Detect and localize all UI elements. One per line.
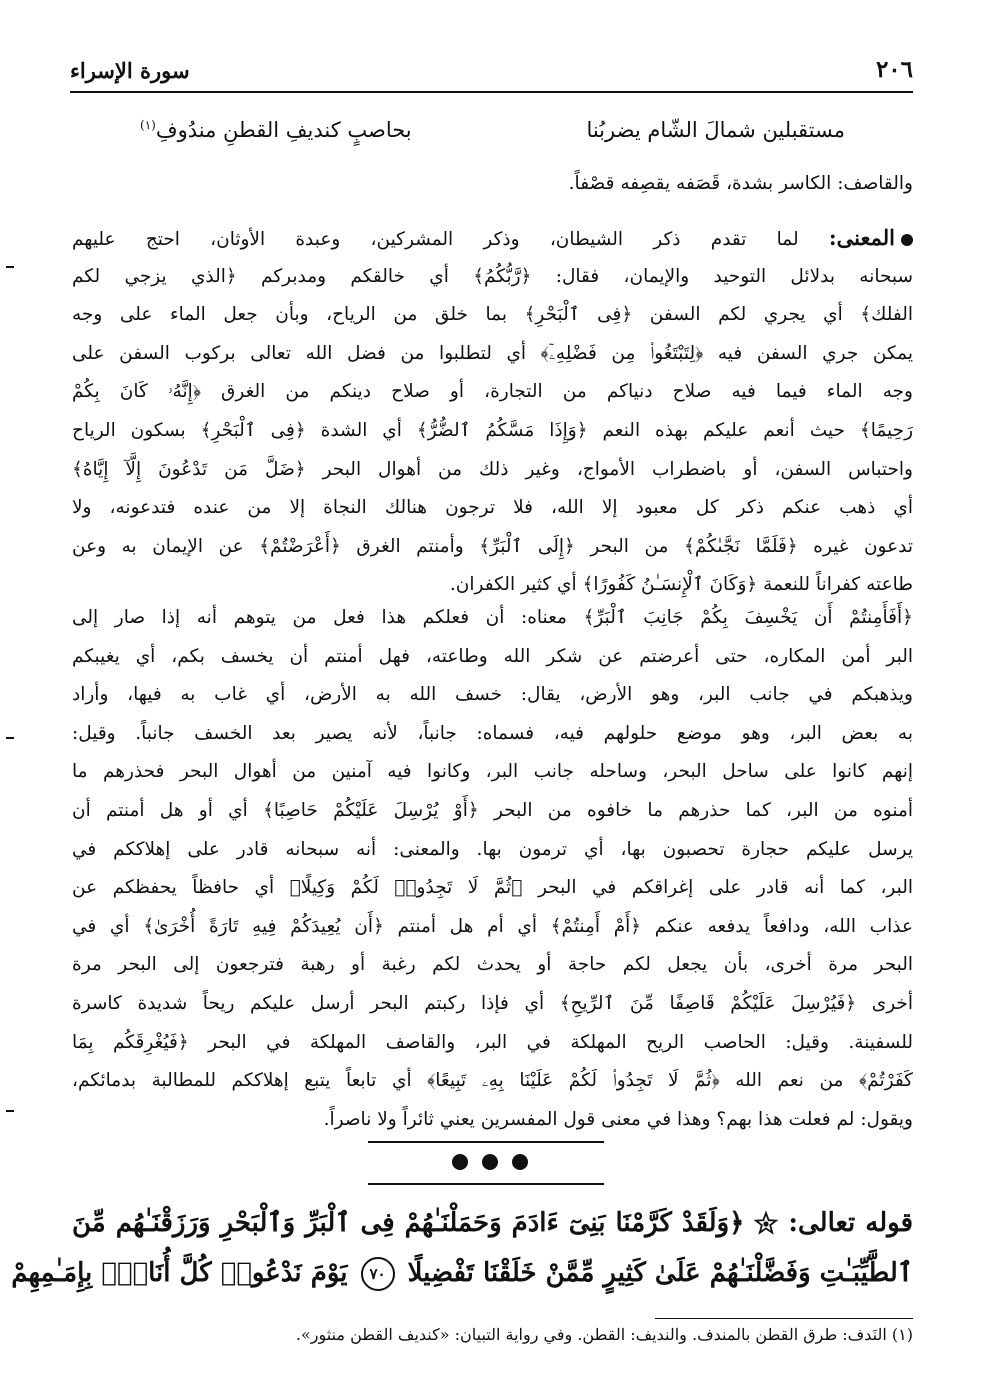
separator-rule-bottom (368, 1183, 604, 1185)
dot-icon (452, 1154, 468, 1170)
paragraph-line: البر، كما أنه قادر على إغراقكم في البحر ﴿ثُمَّ لَا تَجِدُوا۟ لَكُمْ وَكِيلًا﴾ أي حافظاً يحفظكم عن (72, 877, 913, 899)
paragraph-line: يرسل عليكم حجارة تحصبون بها، أي ترمون بها. والمعنى: أنه سبحانه قادر على إهلاككم في (72, 838, 913, 860)
paragraph-line: عذاب الله، ودافعاً يدفعه عنكم ﴿أَمْ أَمِنتُمْ﴾ أي أم هل أمنتم ﴿أَن يُعِيدَكُمْ فِيهِ تَارَةً أُخْرَىٰ﴾ أي في (72, 915, 913, 937)
paragraph-line: يمكن جري السفن فيه ﴿لِتَبْتَغُوا۟ مِن فَضْلِهِۦٓ﴾ أي لتطلبوا من فضل الله تعالى بركوب السفن على (72, 342, 913, 364)
paragraph-line: إنهم كانوا على ساحل البحر، وساحله جانب البر، وكانوا فيه آمنين من أهوال البحر فحذرهم ما (72, 761, 913, 783)
meaning-label: المعنى: (828, 225, 895, 250)
paragraph-line: الفلك﴾ أي يجري لكم السفن ﴿فِى ٱلْبَحْرِ﴾ بما خلق من الرياح، وبأن جعل الماء على وجه (72, 304, 913, 326)
footnote-number: (١) (891, 1325, 913, 1344)
page-header (70, 56, 913, 86)
definition-text: والقاصف: الكاسر بشدة، قَصَفه يقصِفه قصْفاً. (568, 173, 913, 194)
dot-icon (512, 1154, 528, 1170)
commentary-paragraph (72, 599, 913, 1139)
margin-tick (6, 737, 14, 739)
paragraph-line: للسفينة. وقيل: الحاصب الريح المهلكة في البر، والقاصف المهلكة في البحر ﴿فَيُغْرِقَكُم بِمَا (72, 1031, 913, 1053)
paragraph-line: سبحانه بدلائل التوحيد والإيمان، فقال: ﴿رَّبُّكُمُ﴾ أي خالقكم ومدبركم ﴿الذي يزجي لكم (72, 265, 913, 287)
hemistich-left-text: بحاصبٍ كنديفِ القطنِ مندُوفِ (155, 118, 412, 142)
meaning-paragraph (72, 219, 913, 605)
margin-tick (6, 1110, 14, 1112)
footnote-text: النَدف: طرق القطن بالمندف. والنديف: القطن. وفي رواية التبيان: «كنديف القطن منثور». (295, 1325, 887, 1344)
footnote-ref: (١) (140, 118, 156, 132)
separator-dots (440, 1154, 540, 1176)
paragraph-line: أمنوه من البر، كما حذرهم ما خافوه من البحر ﴿أَوْ يُرْسِلَ عَلَيْكُمْ حَاصِبًا﴾ أي أو هل أمنتم أن (72, 799, 913, 821)
separator-rule-top (368, 1141, 604, 1143)
quran-verse-block (11, 1198, 914, 1298)
definition-line (72, 165, 913, 204)
hemistich-left (140, 118, 412, 142)
paragraph-line: كَفَرْتُمْ﴾ من نعم الله ﴿ثُمَّ لَا تَجِدُوا۟ لَكُمْ عَلَيْنَا بِهِۦ تَبِيعًا﴾ أي تابعاً يتبع إهلاككم للمطالبة بدمائكم، (72, 1070, 913, 1092)
footnote-rule (655, 1318, 913, 1319)
paragraph-line: ﴿أَفَأَمِنتُمْ أَن يَخْسِفَ بِكُمْ جَانِبَ ٱلْبَرِّ﴾ معناه: أن فعلكم هذا فعل من يتوهم أنه إذا صار إلى (72, 607, 913, 628)
quran-text: ﴿وَلَقَدْ كَرَّمْنَا بَنِىٓ ءَادَمَ وَحَمَلْنَـٰهُمْ فِى ٱلْبَرِّ وَٱلْبَحْرِ وَرَزَقْنَـٰهُم مِّنَ (72, 1208, 745, 1238)
paragraph-line: البر أمن المكاره، حتى أعرضتم عن شكر الله وطاعته، فهل أمنتم أن يخسف بكم، أي يغيبكم (72, 645, 913, 667)
paragraph-line (72, 219, 913, 258)
paragraph-line: ويذهبكم في جانب البر، وهو الأرض، يقال: خسف الله به الأرض، أي غاب به فيها، وأراد (72, 684, 913, 706)
quran-text: يَوْمَ نَدْعُوا۟ كُلَّ أُنَاسٍۭ بِإِمَـٰمِهِمْ (11, 1258, 348, 1288)
paragraph-line: أخرى ﴿فَيُرْسِلَ عَلَيْكُمْ قَاصِفًا مِّنَ ٱلرِّيحِ﴾ أي فإذا ركبتم البحر أرسل عليكم ريحاً شديدة كاسرة (72, 992, 913, 1014)
paragraph-line: رَحِيمًا﴾ حيث أنعم عليكم بهذه النعم ﴿وَإِذَا مَسَّكُمُ ٱلضُّرُّ﴾ أي الشدة ﴿فِى ٱلْبَحْرِ﴾ بسكون الرياح (72, 419, 913, 441)
ayah-number-marker: ٧٠ (361, 1257, 395, 1291)
quran-text: ٱلطَّيِّبَـٰتِ وَفَضَّلْنَـٰهُمْ عَلَىٰ كَثِيرٍ مِّمَّنْ خَلَقْنَا تَفْضِيلًا (407, 1258, 913, 1288)
paragraph-line: وجه الماء فيما فيه صلاح دنياكم من التجارة، أو صلاح دينكم من الغرق ﴿إِنَّهُۥ كَانَ بِكُمْ (72, 381, 913, 403)
paragraph-line: البحر مرة أخرى، بأن يجعل لكم حاجة أو يحدث لكم رغبة أو رهبة فترجعون إلى البحر مرة (72, 954, 913, 976)
dot-icon (482, 1154, 498, 1170)
quran-label: قوله تعالى: (788, 1208, 914, 1238)
surah-title: سورة الإسراء (70, 58, 190, 83)
bullet-icon (901, 234, 913, 246)
paragraph-line: واحتباس السفن، أو باضطراب الأمواج، وغير ذلك من أهوال البحر ﴿ضَلَّ مَن تَدْعُونَ إِلَّآ إِيَّاهُ﴾ (72, 458, 913, 480)
paragraph-line: أي ذهب عنكم ذكر كل معبود إلا الله، فلا ترجون هنالك النجاة إلا من عنده فتدعونه، ولا (72, 497, 913, 519)
poetry-verse (140, 118, 845, 154)
page-number: ٢٠٦ (875, 56, 913, 83)
paragraph-line: ويقول: لم فعلت هذا بهم؟ وهذا في معنى قول المفسرين يعني ثائراً ولا ناصراً. (323, 1108, 913, 1130)
hemistich-right: مستقبلين شمالَ الشّام يضربُنا (586, 118, 845, 142)
quran-line (72, 1198, 913, 1248)
header-rule (70, 91, 913, 93)
quran-line (11, 1248, 913, 1298)
footnote (190, 1325, 913, 1344)
star-ornament-icon (754, 1212, 778, 1236)
paragraph-line: طاعته كفراناً للنعمة ﴿وَكَانَ ٱلْإِنسَـٰنُ كَفُورًا﴾ أي كثير الكفران. (449, 574, 913, 596)
paragraph-line: تدعون غيره ﴿فَلَمَّا نَجَّىٰكُمْ﴾ من البحر ﴿إِلَى ٱلْبَرِّ﴾ وأمنتم الغرق ﴿أَعْرَضْتُمْ﴾ عن الإيمان به وعن (72, 535, 913, 557)
margin-tick (6, 266, 14, 268)
line-text: لما تقدم ذكر الشيطان، وذكر المشركين، وعبدة الأوثان، احتج عليهم (72, 229, 799, 250)
paragraph-line: به بعض البر، وهو موضع حلولهم فيه، فسماه: جانباً، لأنه يصير بعد الخسف جانباً. وقيل: (72, 722, 913, 744)
